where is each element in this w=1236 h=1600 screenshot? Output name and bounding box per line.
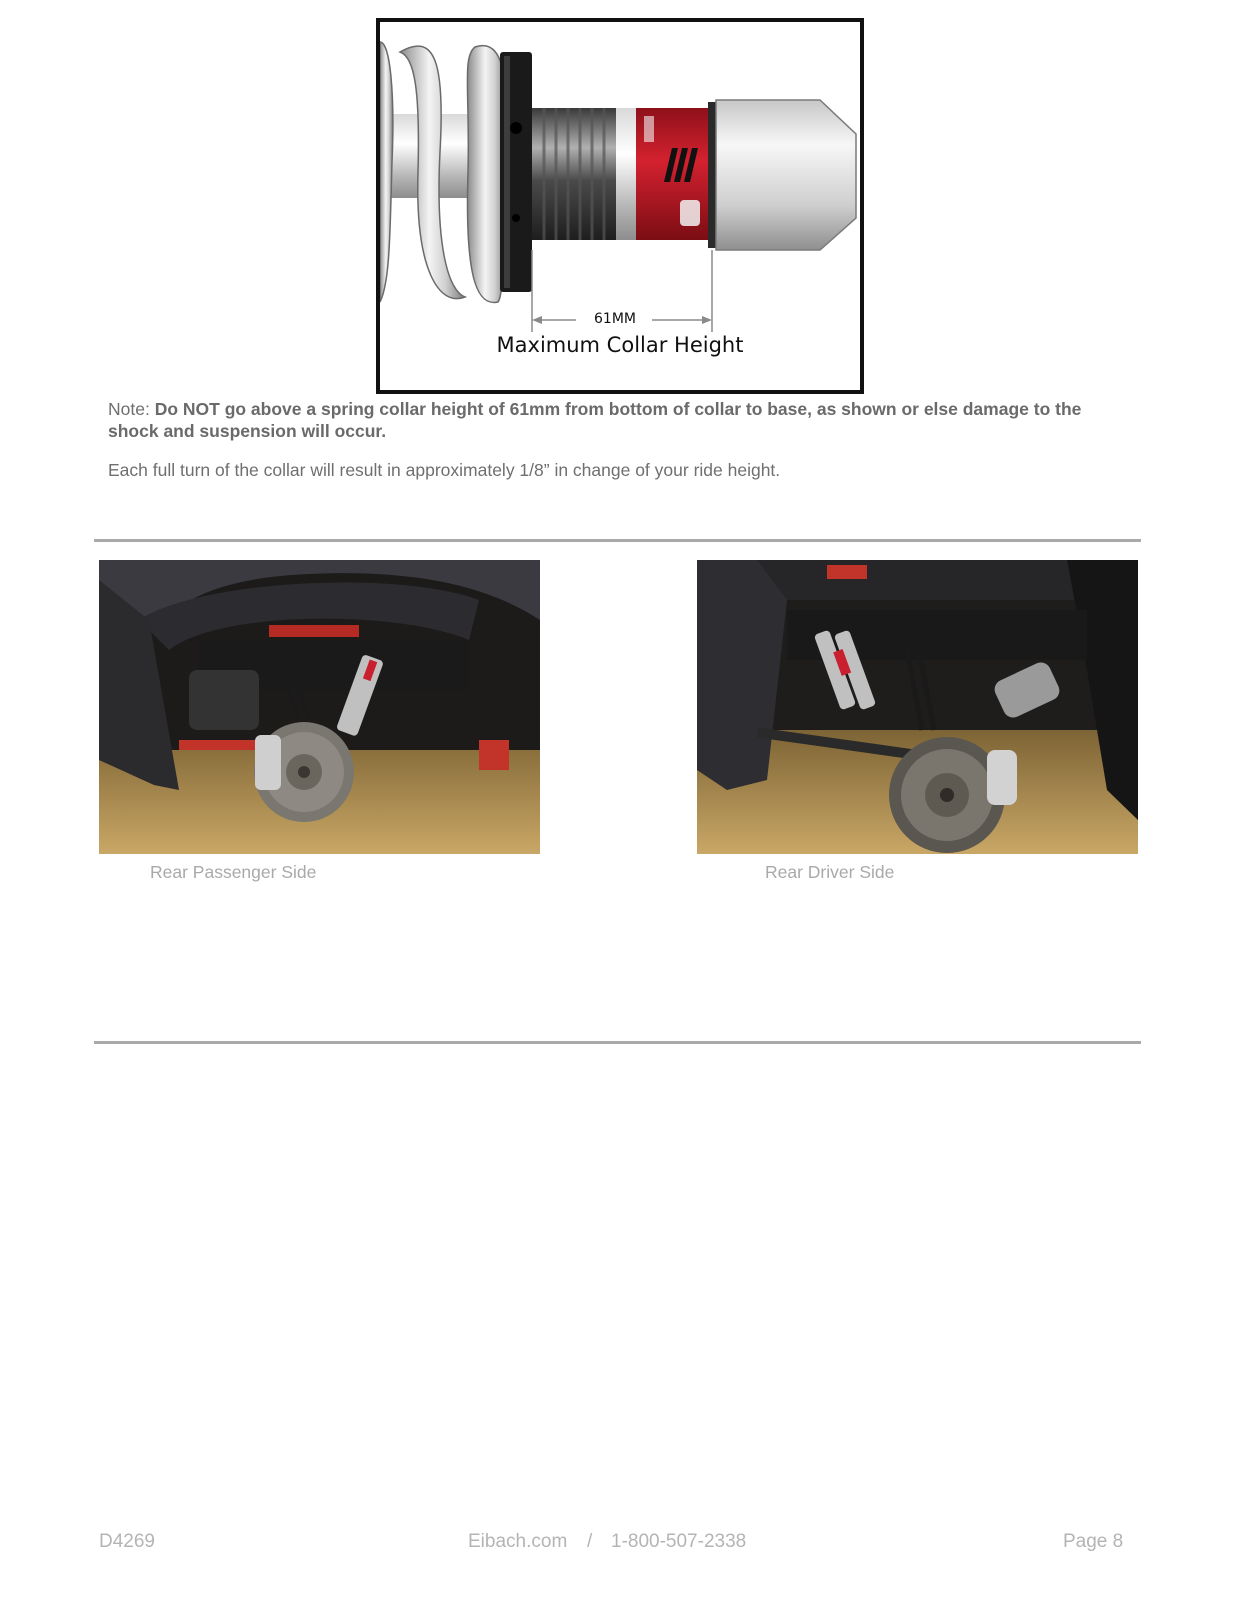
footer-separator: /: [587, 1531, 593, 1552]
page-number: Page 8: [1063, 1531, 1124, 1552]
note-bold-text: Do NOT go above a spring collar height of 61mm from bottom of collar to base, as shown or else damage to the shock and suspension will occur.: [108, 399, 1082, 441]
collar-height-diagram: [376, 18, 864, 394]
note-prefix: Note:: [108, 399, 155, 419]
rear-driver-photo: [697, 560, 1138, 854]
rear-driver-caption: Rear Driver Side: [765, 862, 895, 882]
divider-bottom: [94, 1041, 1141, 1044]
phone-number: 1-800-507-2338: [611, 1531, 747, 1552]
website-link[interactable]: Eibach.com: [468, 1531, 568, 1552]
divider-top: [94, 539, 1141, 542]
collar-turn-note: Each full turn of the collar will result in approximately 1/8” in change of your ride height.: [108, 460, 781, 480]
dimension-label: 61MM: [594, 311, 636, 327]
rear-passenger-photo: [99, 560, 540, 854]
rear-passenger-caption: Rear Passenger Side: [150, 862, 317, 882]
warning-note: [108, 398, 1118, 442]
diagram-caption: Maximum Collar Height: [496, 333, 744, 357]
document-number: D4269: [99, 1531, 155, 1552]
